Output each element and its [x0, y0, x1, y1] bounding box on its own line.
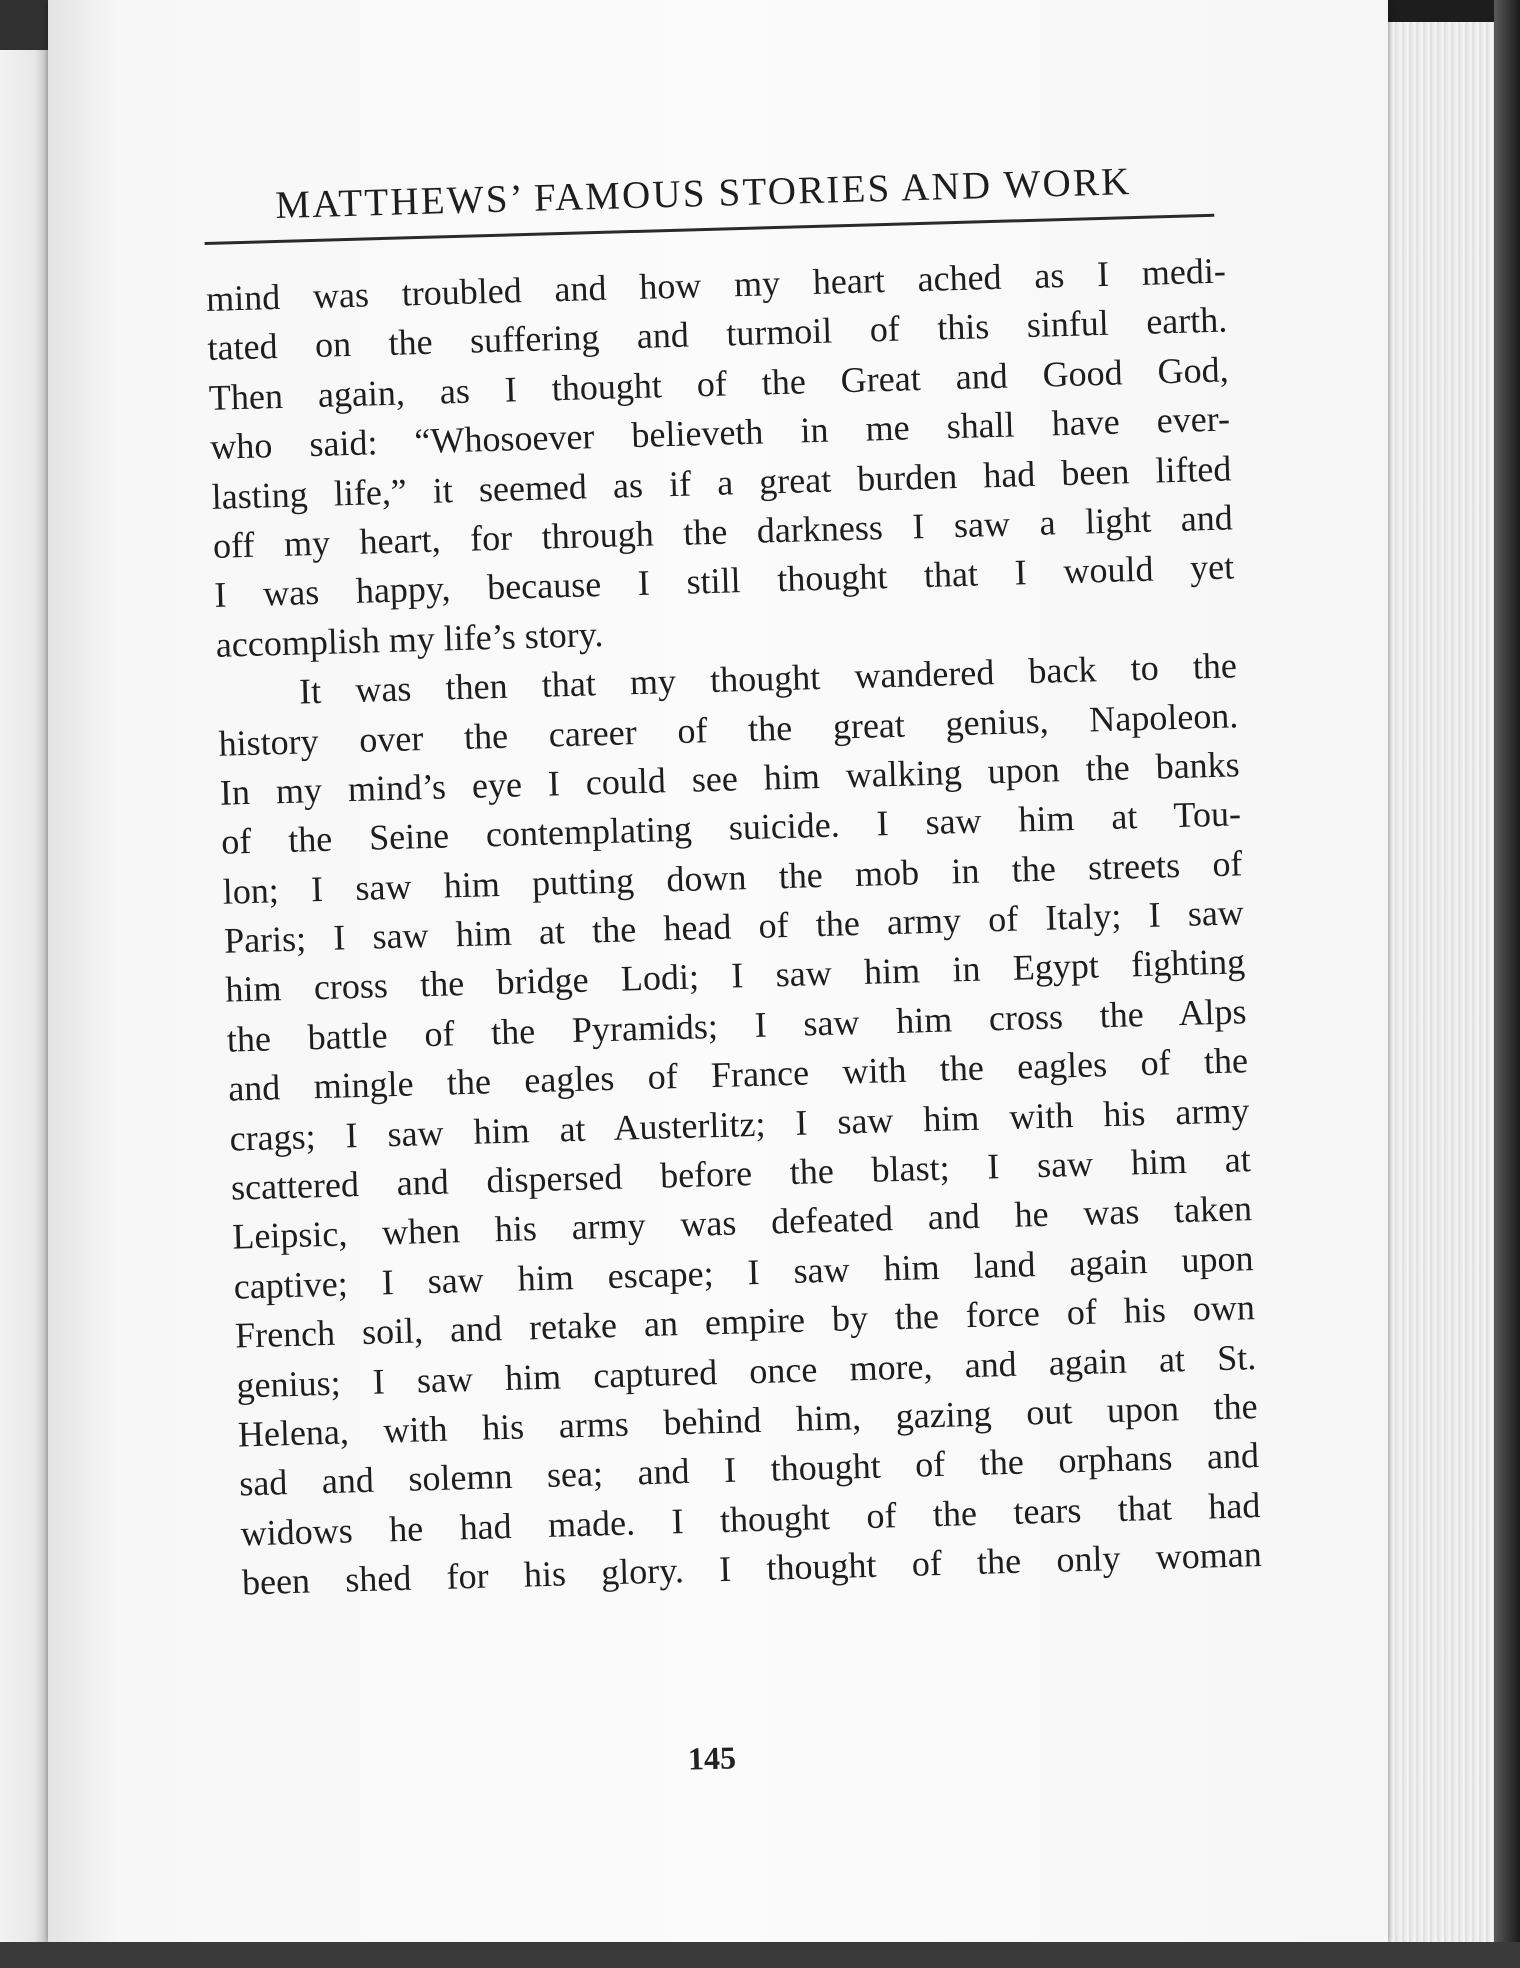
text-line: lasting life,” it seemed as if a great burden had been lifted	[211, 447, 1232, 517]
text-line: off my heart, for through the darkness I saw a light and	[212, 497, 1234, 566]
text-line: him cross the bridge Lodi; I saw him in Egypt fighting	[224, 941, 1246, 1011]
running-head: MATTHEWS’ FAMOUS STORIES AND WORK	[274, 160, 1133, 227]
scan-bottom-edge	[0, 1942, 1520, 1968]
text-line: widows he had made. I thought of the tears that had	[240, 1484, 1261, 1554]
text-line: In my mind’s eye I could see him walking upon the banks	[219, 744, 1241, 813]
text-line: Leipsic, when his army was defeated and he was taken	[231, 1188, 1253, 1258]
text-line: I was happy, because I still thought that I would yet	[213, 546, 1235, 616]
text-line: tated on the suffering and turmoil of this sinful earth.	[207, 299, 1228, 369]
text-line: Paris; I saw him at the head of the army of Italy; I saw	[223, 892, 1245, 961]
text-line: It was then that my thought wandered back to the	[298, 645, 1238, 712]
text-line: been shed for his glory. I thought of the only woman	[241, 1534, 1263, 1603]
text-line: sad and solemn sea; and I thought of the orphans and	[238, 1435, 1260, 1504]
book-cover-edge	[1494, 0, 1520, 1968]
text-line: Helena, with his arms behind him, gazing out upon the	[237, 1386, 1259, 1455]
text-line: lon; I saw him putting down the mob in the streets of	[222, 842, 1243, 912]
text-line: of the Seine contemplating suicide. I saw him at Tou-	[220, 793, 1242, 863]
text-line: mind was troubled and how my heart ached as I medi-	[205, 250, 1227, 319]
text-line: the battle of the Pyramids; I saw him cross the Alps	[226, 991, 1248, 1060]
text-line: crags; I saw him at Austerlitz; I saw him with his army	[229, 1089, 1250, 1159]
text-line: Then again, as I thought of the Great and Good God,	[208, 349, 1230, 418]
page-number: 145	[687, 1739, 737, 1777]
text-line: who said: “Whosoever believeth in me shall have ever-	[209, 398, 1231, 468]
text-line: French soil, and retake an empire by the force of his own	[234, 1287, 1256, 1356]
page-content	[203, 157, 1262, 1608]
text-line: history over the career of the great genius, Napoleon.	[218, 694, 1239, 764]
text-line: and mingle the eagles of France with the eagles of the	[227, 1040, 1249, 1109]
text-line: scattered and dispersed before the blast; I saw him at	[230, 1139, 1252, 1208]
text-line: captive; I saw him escape; I saw him land again upon	[233, 1237, 1254, 1307]
text-line: accomplish my life’s story.	[215, 613, 604, 665]
text-line: genius; I saw him captured once more, and again at St.	[235, 1336, 1257, 1406]
body-text	[206, 246, 1263, 1608]
book-page	[48, 0, 1388, 1942]
